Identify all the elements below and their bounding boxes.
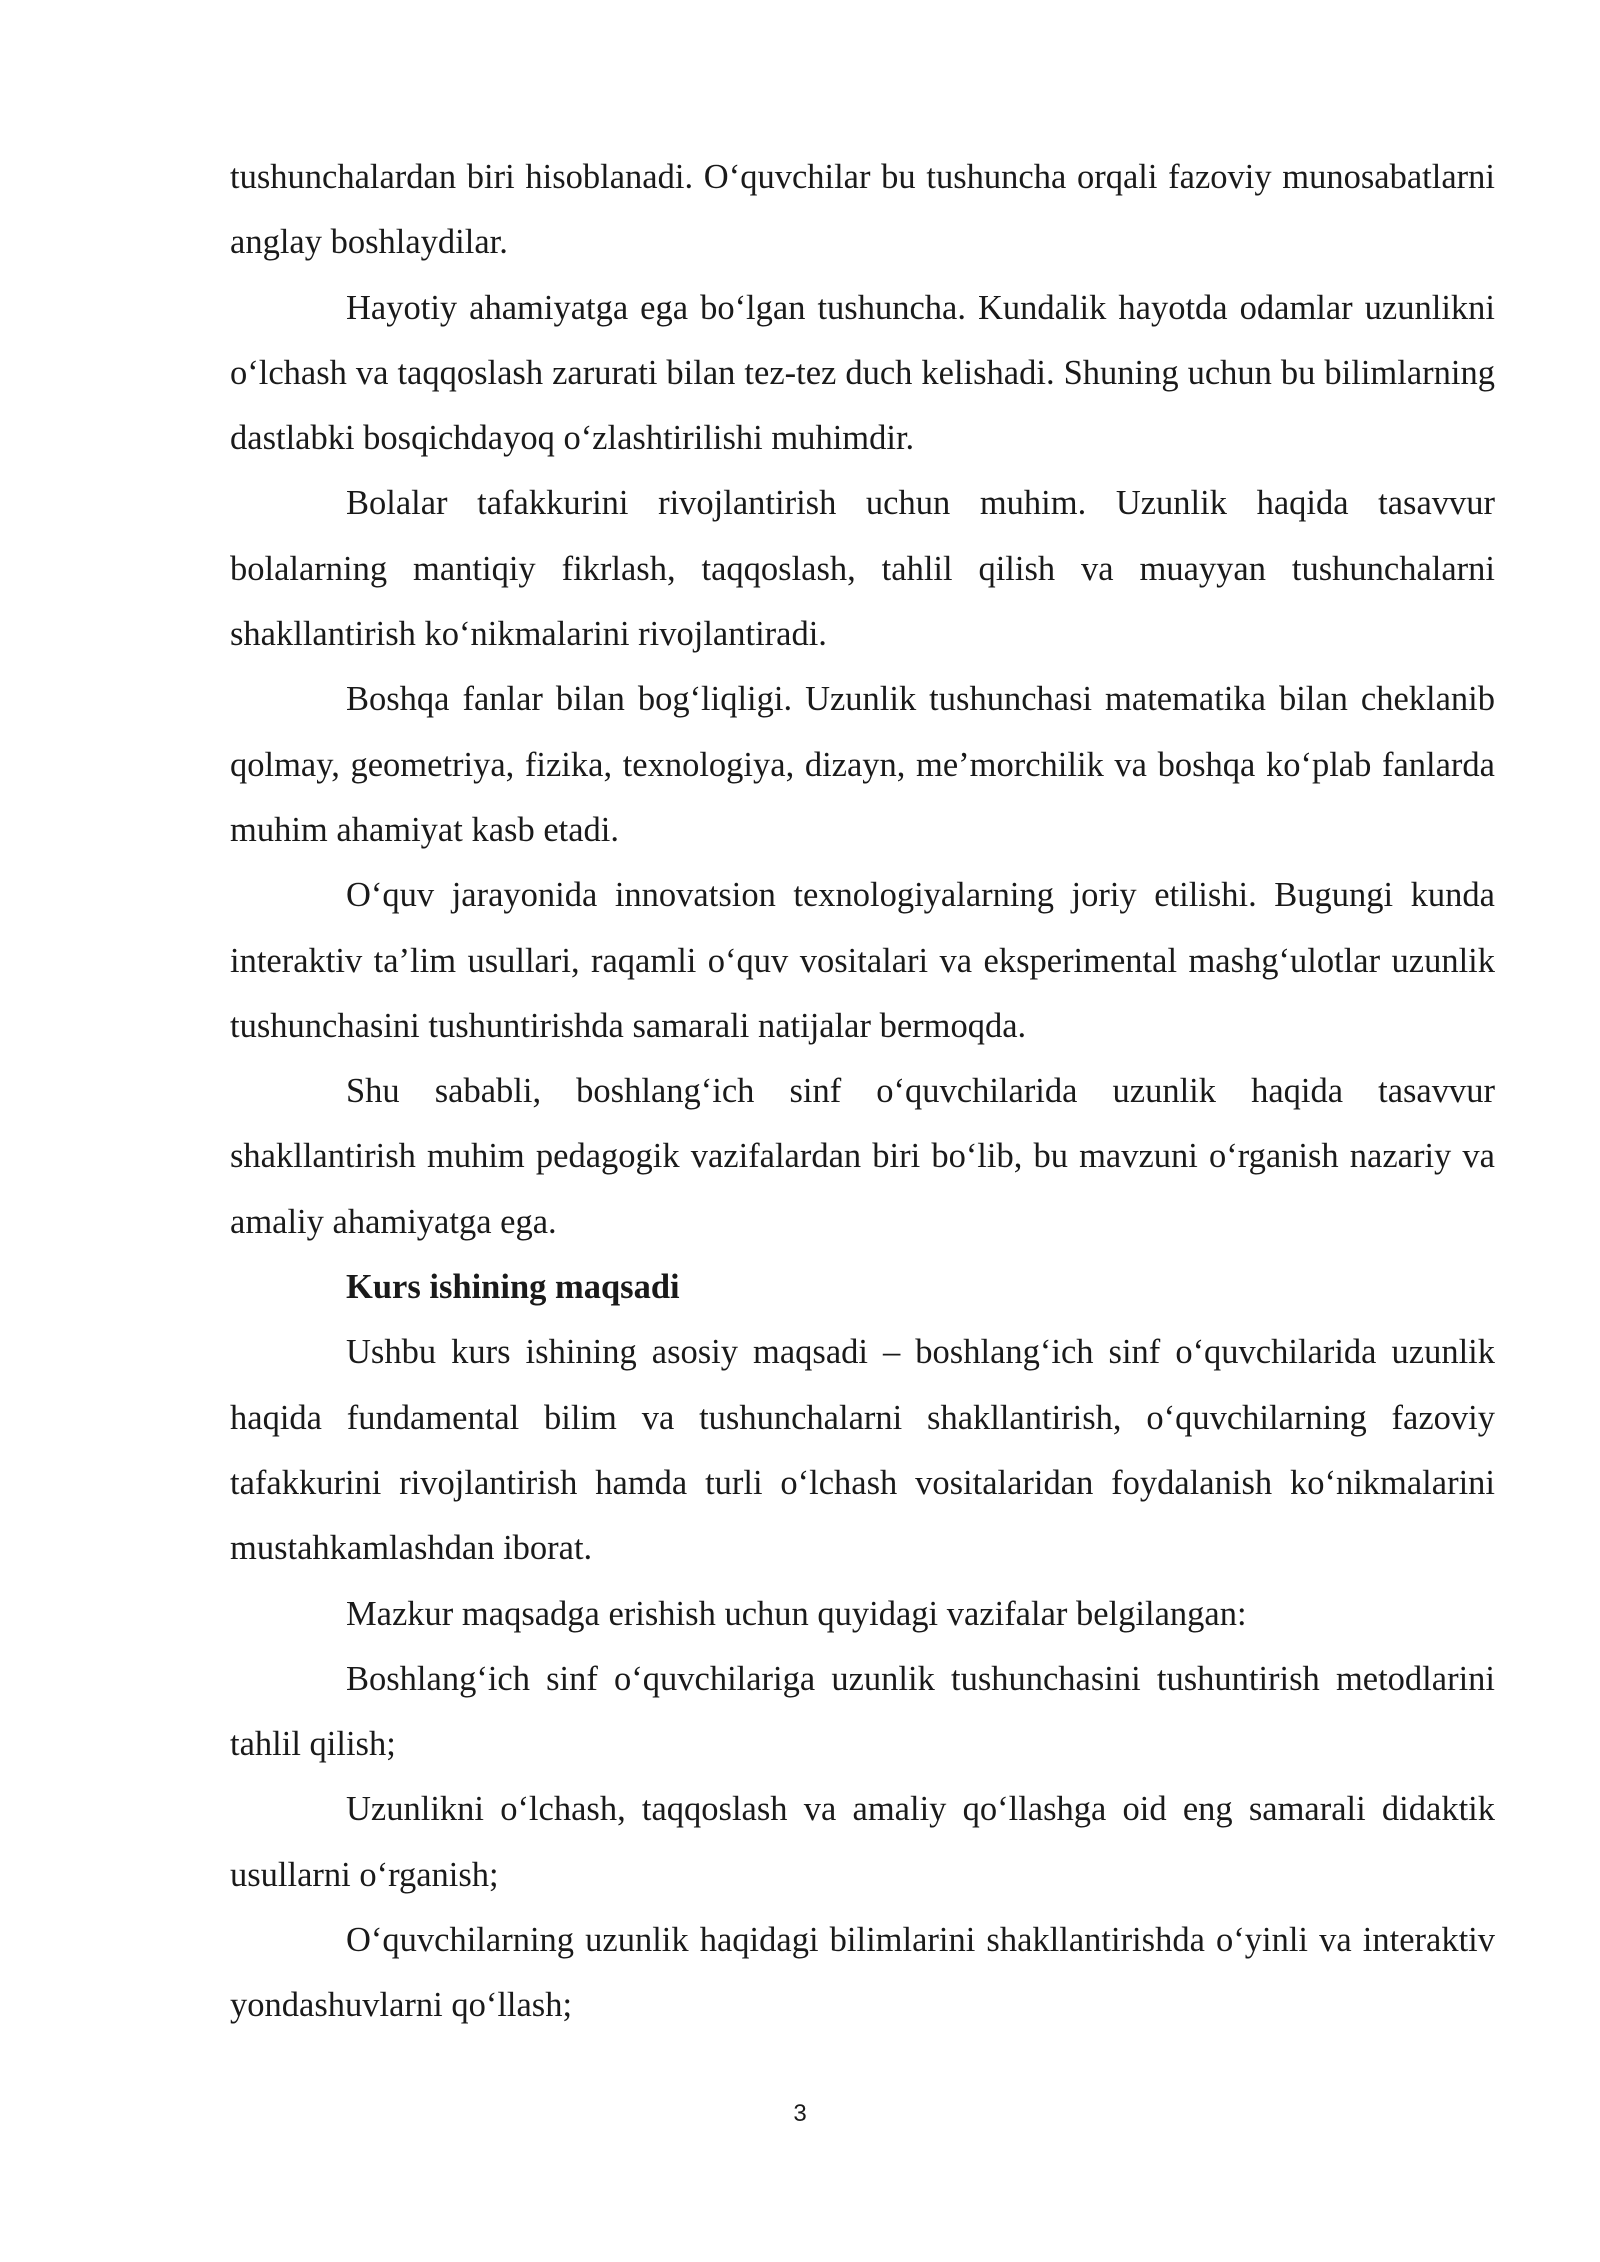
paragraph-conclusion: Shu sababli, boshlang‘ich sinf o‘quvchilarida uzunlik haqida tasavvur shakllantirish muhim pedagogik vazifalardan biri bo‘lib, bu mavzuni o‘rganish nazariy va amaliy ahamiyatga ega. [230,1072,1495,1241]
paragraph-continuation: tushunchalardan biri hisoblanadi. O‘quvchilar bu tushuncha orqali fazoviy munosabatlarni anglay boshlaydilar. [230,158,1495,262]
task-item-1: Boshlang‘ich sinf o‘quvchilariga uzunlik tushunchasini tushuntirish metodlarini tahlil qilish; [230,1659,1495,1764]
section-heading: Kurs ishining maqsadi [346,1268,680,1307]
paragraph-goal: Ushbu kurs ishining asosiy maqsadi – boshlang‘ich sinf o‘quvchilarida uzunlik haqida fundamental bilim va tushunchalarni shakllantirish, o‘quvchilarning fazoviy tafakkurini rivojlantirish hamda turli o‘lchash vositalaridan foydalanish ko‘nikmalarini mustahkamlashdan iborat. [230,1333,1495,1568]
paragraph-thinking-development: Bolalar tafakkurini rivojlantirish uchun muhim. Uzunlik haqida tasavvur bolalarning mantiqiy fikrlash, taqqoslash, tahlil qilish va muayyan tushunchalarni shakllantirish ko‘nikmalarini rivojlantiradi. [230,484,1495,654]
paragraph-tasks-intro: Mazkur maqsadga erishish uchun quyidagi vazifalar belgilangan: [346,1594,1247,1633]
task-item-2: Uzunlikni o‘lchash, taqqoslash va amaliy qo‘llashga oid eng samarali didaktik usullarni o‘rganish; [230,1790,1495,1894]
task-item-3: O‘quvchilarning uzunlik haqidagi bilimlarini shakllantirishda o‘yinli va interaktiv yondashuvlarni qo‘llash; [230,1921,1495,2025]
paragraph-other-subjects: Boshqa fanlar bilan bog‘liqligi. Uzunlik tushunchasi matematika bilan cheklanib qolmay, geometriya, fizika, texnologiya, dizayn, me’morchilik va boshqa ko‘plab fanlarda muhim ahamiyat kasb etadi. [230,680,1495,849]
paragraph-innovative-technologies: O‘quv jarayonida innovatsion texnologiyalarning joriy etilishi. Bugungi kunda interaktiv ta’lim usullari, raqamli o‘quv vositalari va eksperimental mashg‘ulotlar uzunlik tushunchasini tushuntirishda samarali natijalar bermoqda. [230,876,1495,1045]
page-number: 3 [793,2100,807,2127]
body-text [230,145,1495,2039]
paragraph-life-importance: Hayotiy ahamiyatga ega bo‘lgan tushuncha. Kundalik hayotda odamlar uzunlikni o‘lchash va taqqoslash zarurati bilan tez-tez duch kelishadi. Shuning uchun bu bilimlarning dastlabki bosqichdayoq o‘zlashtirilishi muhimdir. [230,288,1495,458]
